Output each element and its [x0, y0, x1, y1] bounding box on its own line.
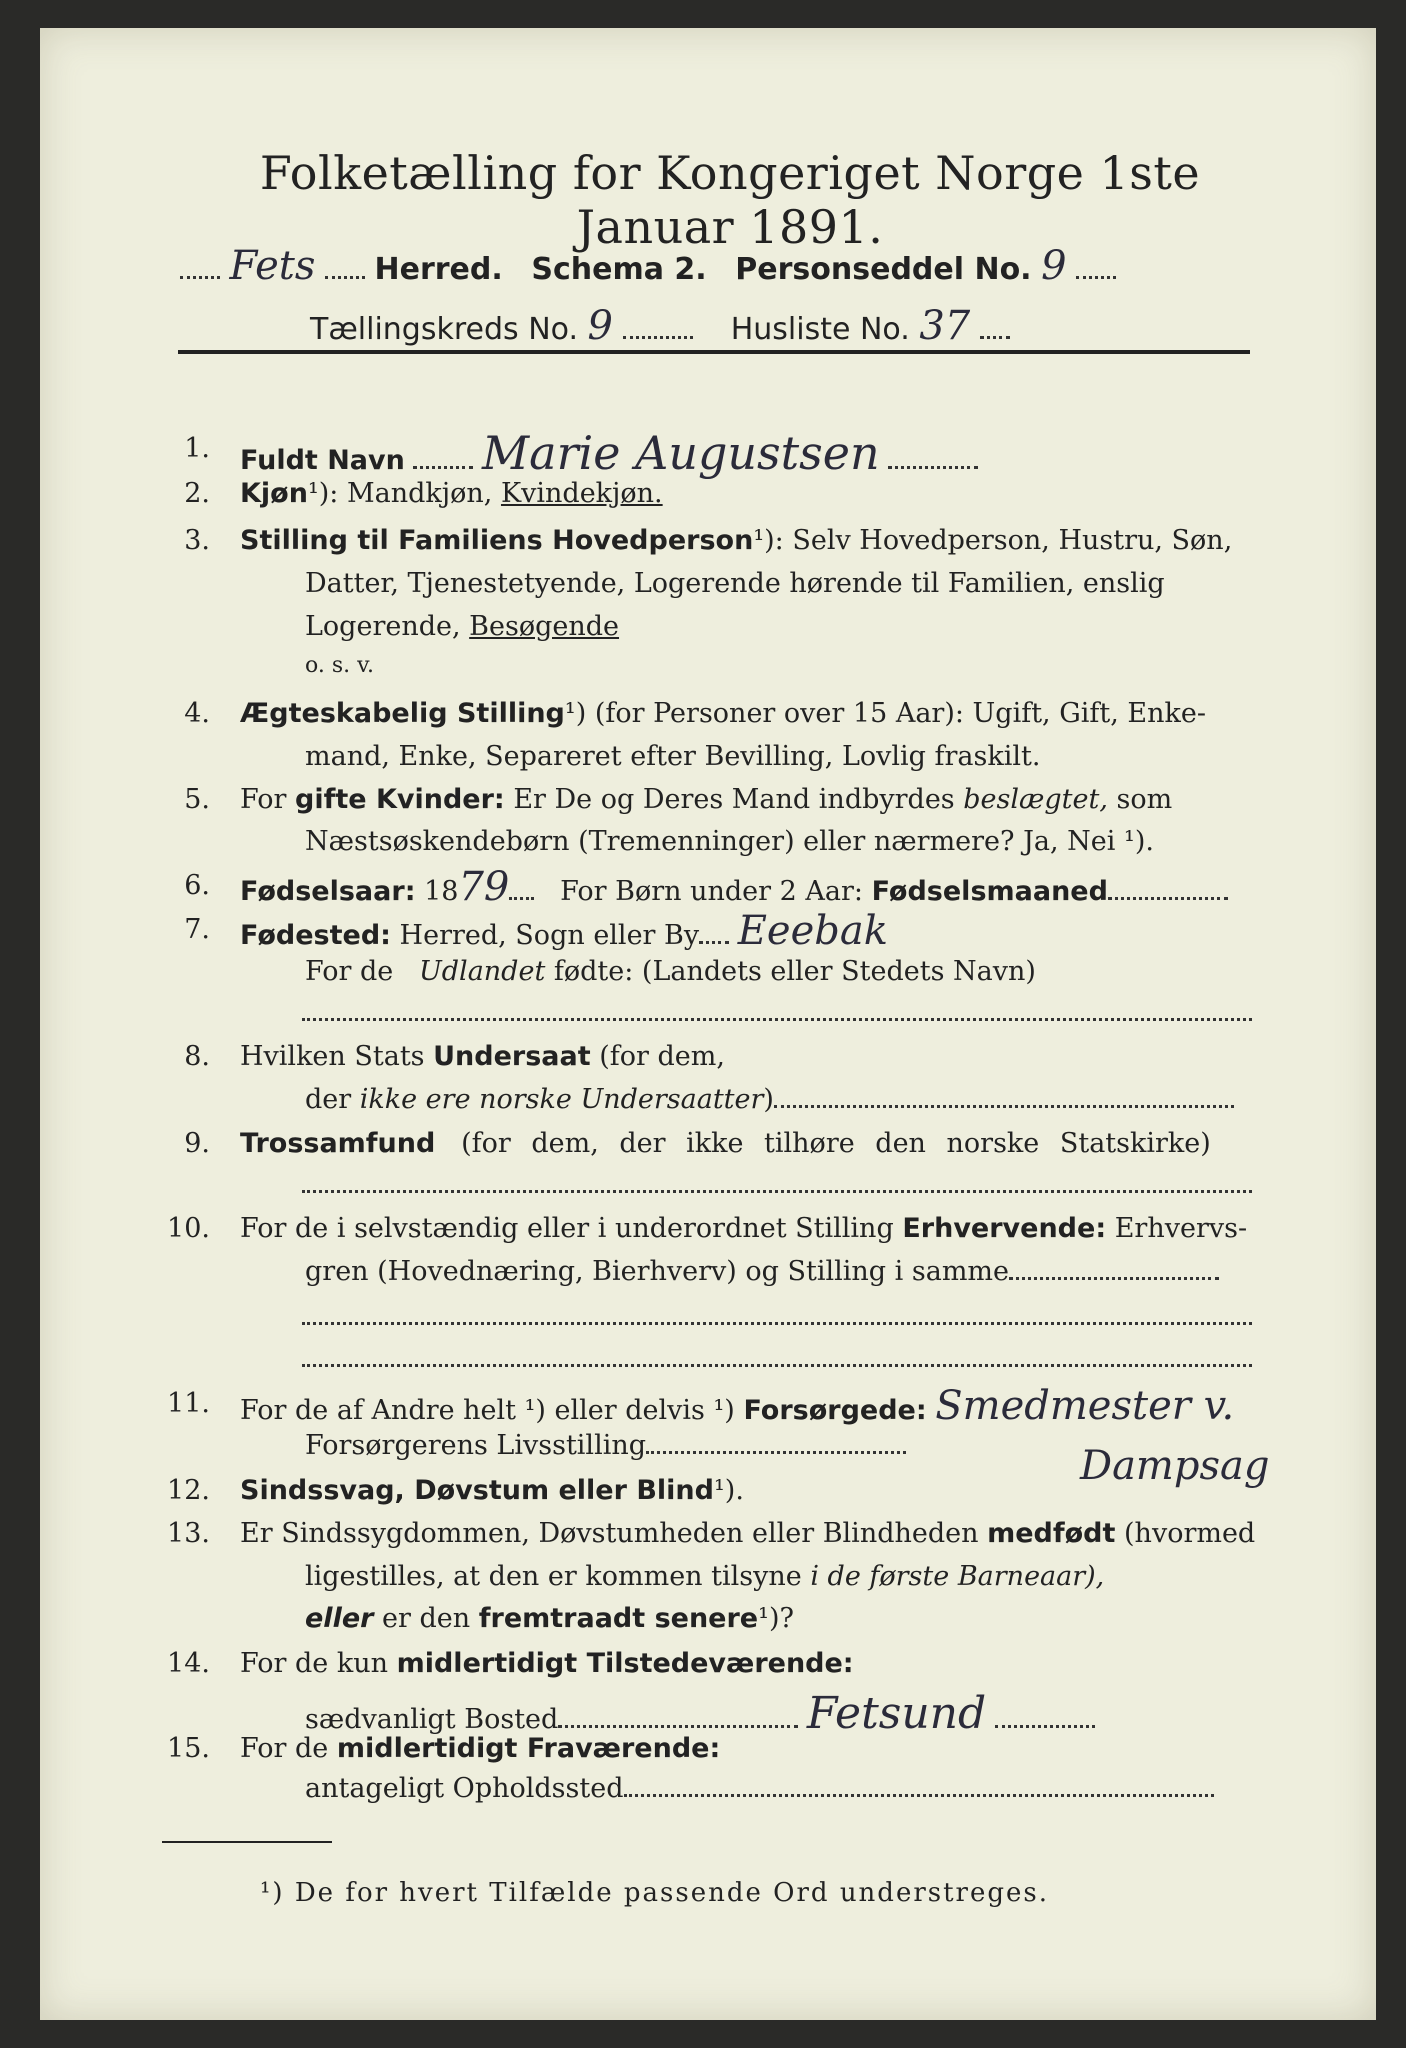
q2-label: Kjøn — [240, 478, 308, 509]
q3-line-b: Datter, Tjenestetyende, Logerende hørende til Familien, enslig — [305, 568, 1165, 599]
q15-number: 15. — [167, 1733, 210, 1764]
dots — [624, 1786, 1214, 1797]
q14-line-b — [305, 1688, 1095, 1739]
q9-blank-line — [302, 1190, 1252, 1193]
document-page — [40, 28, 1376, 2020]
personseddel-value: 9 — [1041, 243, 1067, 289]
q4-label: Ægteskabelig Stilling — [240, 698, 565, 729]
dots — [1108, 889, 1228, 900]
q15-label: midlertidigt Fraværende: — [336, 1733, 721, 1764]
dots — [413, 458, 473, 469]
q7-value: Eeebak — [737, 908, 888, 954]
q10-number: 10. — [167, 1213, 210, 1244]
kreds-value: 9 — [587, 303, 613, 349]
q13-text-b: (hvormed — [1124, 1518, 1256, 1549]
q5-text-d: som — [1116, 784, 1173, 815]
q3-line-c — [305, 611, 619, 642]
q10-text-a: For de i selvstændig eller i underordnet Stilling — [240, 1213, 894, 1244]
q12-number: 12. — [167, 1475, 210, 1506]
q1-line — [240, 426, 978, 480]
q7-blank-line — [302, 1018, 1252, 1021]
q5-label: gifte Kvinder: — [295, 784, 505, 815]
q8-text-d: ikke ere norske Undersaatter — [359, 1084, 764, 1115]
q6-text-b: For Børn under 2 Aar: — [560, 876, 863, 907]
dots — [1076, 268, 1116, 279]
dots — [325, 268, 365, 279]
q8-text-c: der — [305, 1084, 352, 1115]
q11-text-b: Forsørgerens Livsstilling — [305, 1430, 647, 1461]
q6-line — [240, 864, 1228, 910]
q13-text-e: eller — [305, 1603, 374, 1634]
header-herred-line — [180, 243, 1116, 289]
header-rule — [178, 350, 1250, 354]
q15-text-b: antageligt Opholdssted — [305, 1773, 624, 1804]
q3-line-d: o. s. v. — [305, 653, 374, 678]
q10-text-b: Erhvervs- — [1114, 1213, 1248, 1244]
q11-line-b — [305, 1430, 906, 1461]
q9-label: Trossamfund — [240, 1128, 436, 1159]
q3-label: Stilling til Familiens Hovedperson — [240, 525, 754, 556]
q10-line-a — [240, 1213, 1247, 1244]
q11-label: Forsørgede: — [743, 1395, 927, 1426]
q11-value: Smedmester v. — [935, 1383, 1235, 1429]
q15-text-a: For de — [240, 1733, 329, 1764]
q2-underlined: Kvindekjøn. — [500, 478, 663, 509]
q3-text-a: ¹): Selv Hovedperson, Hustru, Søn, — [753, 525, 1233, 556]
q14-line-a — [240, 1648, 854, 1679]
q1-number: 1. — [184, 433, 210, 464]
personseddel-label: Personseddel No. — [735, 252, 1032, 287]
dots — [774, 1097, 1234, 1108]
q3-line-a — [240, 525, 1232, 556]
q6-label: Fødselsaar: — [240, 876, 416, 907]
dots — [509, 889, 534, 900]
husliste-label: Husliste No. — [730, 312, 910, 347]
q13-line-c — [305, 1603, 794, 1634]
q13-text-g: fremtraadt senere — [478, 1603, 759, 1634]
q13-line-b — [305, 1561, 1104, 1592]
footnote-rule — [162, 1841, 332, 1843]
q12-text: ¹). — [713, 1475, 744, 1506]
herred-label: Herred. — [374, 252, 503, 287]
q5-text-b: Er De og Deres Mand indbyrdes — [513, 784, 955, 815]
dots — [646, 1443, 906, 1454]
q6-prefix: 18 — [424, 876, 459, 907]
q2-line — [240, 478, 663, 509]
q13-label: medfødt — [987, 1518, 1116, 1549]
q11-text-a: For de af Andre helt ¹) eller delvis ¹) — [240, 1395, 735, 1426]
q5-text-c: beslægtet, — [963, 784, 1108, 815]
q7-number: 7. — [184, 914, 210, 945]
q13-text-c: ligestilles, at den er kommen tilsyne — [305, 1561, 802, 1592]
q8-text-b: (for dem, — [599, 1041, 725, 1072]
q1-value: Marie Augustsen — [482, 426, 880, 480]
husliste-value: 37 — [919, 303, 971, 349]
q4-line-a — [240, 698, 1206, 729]
q13-text-d: i de første Barneaar), — [810, 1561, 1105, 1592]
q6-value: 79 — [458, 864, 510, 910]
q7-label: Fødested: — [240, 920, 391, 951]
q10-blank-line-2 — [302, 1364, 1252, 1367]
kreds-label: Tællingskreds No. — [310, 312, 578, 347]
q2-text: ¹): Mandkjøn, — [307, 478, 493, 509]
q14-label: midlertidigt Tilstedeværende: — [396, 1648, 854, 1679]
q6-number: 6. — [184, 870, 210, 901]
q14-text-b: sædvanligt Bosted — [305, 1704, 559, 1735]
q13-number: 13. — [167, 1518, 210, 1549]
q12-line — [240, 1475, 744, 1506]
q14-text-a: For de kun — [240, 1648, 388, 1679]
q13-text-h: ¹)? — [758, 1603, 794, 1634]
q14-number: 14. — [167, 1648, 210, 1679]
q10-label: Erhvervende: — [902, 1213, 1107, 1244]
q4-line-b: mand, Enke, Separeret efter Bevilling, Lovlig fraskilt. — [305, 741, 1041, 772]
q6-text-c: Fødselsmaaned — [871, 876, 1108, 907]
q3-text-c1: Logerende, — [305, 611, 461, 642]
q5-line-b: Næstsøskendebørn (Tremenninger) eller nærmere? Ja, Nei ¹). — [305, 826, 1154, 857]
q9-text: (for dem, der ikke tilhøre den norske Statskirke) — [461, 1128, 1211, 1159]
q4-number: 4. — [184, 698, 210, 729]
q8-number: 8. — [184, 1041, 210, 1072]
q7-text-a: Herred, Sogn eller By — [399, 920, 700, 951]
q10-text-c: gren (Hovednæring, Bierhverv) og Stilling i samme — [305, 1256, 1010, 1287]
q5-line-a — [240, 784, 1172, 815]
q13-text-f: er den — [382, 1603, 471, 1634]
dots — [180, 268, 220, 279]
q14-value: Fetsund — [806, 1688, 987, 1739]
dots — [995, 1717, 1095, 1728]
q7-text-d: fødte: (Landets eller Stedets Navn) — [553, 956, 1036, 987]
q13-text-a: Er Sindssygdommen, Døvstumheden eller Blindheden — [240, 1518, 979, 1549]
q7-text-c: Udlandet — [419, 956, 546, 987]
schema-label: Schema 2. — [531, 252, 707, 287]
q1-label: Fuldt Navn — [240, 445, 405, 476]
dots — [1009, 1269, 1219, 1280]
q5-number: 5. — [184, 784, 210, 815]
q3-number: 3. — [184, 525, 210, 556]
q10-blank-line-1 — [302, 1322, 1252, 1325]
page-title: Folketælling for Kongeriget Norge 1ste Januar 1891. — [259, 146, 1201, 254]
q7-text-b: For de — [305, 956, 394, 987]
q11-number: 11. — [167, 1388, 210, 1419]
footnote: ¹) De for hvert Tilfælde passende Ord understreges. — [260, 1878, 1050, 1908]
q2-number: 2. — [184, 478, 210, 509]
header-kreds-line — [310, 303, 1010, 349]
q8-label: Undersaat — [433, 1041, 591, 1072]
dots — [888, 458, 978, 469]
q3-underlined: Besøgende — [469, 611, 620, 642]
q11-value-2: Dampsag — [1080, 1443, 1270, 1489]
q7-line-a — [240, 908, 888, 954]
q4-text-a: ¹) (for Personer over 15 Aar): Ugift, Gift, Enke- — [564, 698, 1206, 729]
q8-line-a — [240, 1041, 725, 1072]
q15-line-a — [240, 1733, 720, 1764]
dots — [558, 1717, 798, 1728]
q8-line-b: der ikke ere norske Undersaatter) — [305, 1084, 1234, 1115]
q7-line-b — [305, 956, 1036, 987]
q10-line-b — [305, 1256, 1219, 1287]
q12-label: Sindssvag, Døvstum eller Blind — [240, 1475, 714, 1506]
dots — [980, 328, 1010, 339]
q13-line-a — [240, 1518, 1255, 1549]
q15-line-b — [305, 1773, 1214, 1804]
q5-text-a: For — [240, 784, 287, 815]
q11-line-a — [240, 1383, 1234, 1429]
q9-number: 9. — [184, 1128, 210, 1159]
dots — [699, 933, 729, 944]
herred-value: Fets — [229, 243, 316, 289]
q8-text-a: Hvilken Stats — [240, 1041, 425, 1072]
q9-line — [240, 1128, 1211, 1159]
dots — [623, 328, 693, 339]
